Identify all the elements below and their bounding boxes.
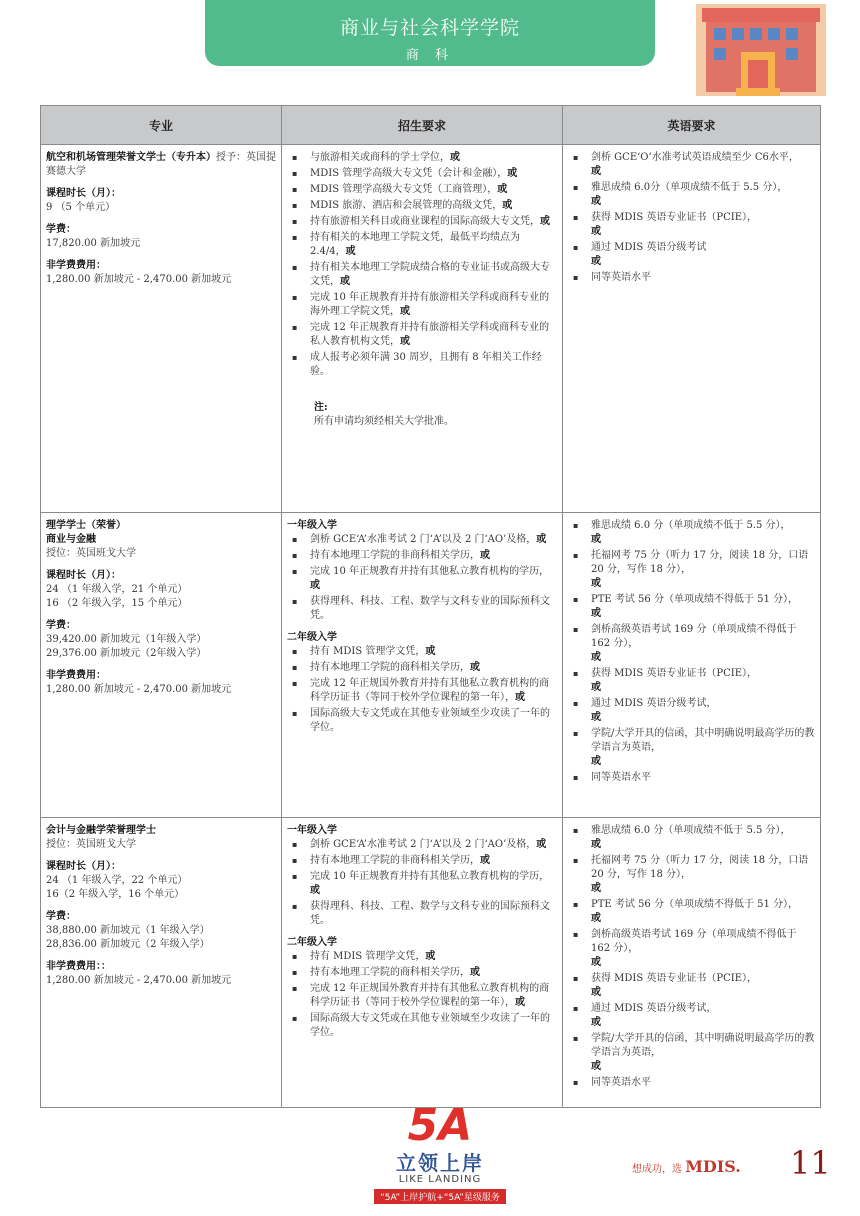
list-item: ▪ 持有本地理工学院的商科相关学历，或 (310, 661, 557, 675)
like-landing-logo (360, 1100, 520, 1216)
program-awarder: 授予：英国提赛德大学 (46, 152, 276, 177)
logo-tagline: “5A”上岸护航+“5A”星级服务 (374, 1189, 506, 1204)
list-item: ▪ 剑桥高级英语考试 169 分（单项成绩不得低于 162 分）， 或 (591, 928, 815, 970)
list-item: ▪ 同等英语水平 (591, 771, 815, 785)
list-item: ▪ 通过 MDIS 英语分级考试， 或 (591, 697, 815, 725)
year2-list (287, 645, 557, 735)
list-item: ▪ 剑桥高级英语考试 169 分（单项成绩不得低于 162 分）， 或 (591, 623, 815, 665)
list-item: ▪ 同等英语水平 (591, 1076, 815, 1090)
list-item: ▪ 完成 12 年正规国外教育并持有其他私立教育机构的商科学历证书（等同于校外学位课程的第一年），或 (310, 982, 557, 1010)
program-title: 会计与金融学荣誉理学士 (46, 825, 156, 836)
list-item: ▪ 成人报考必须年满 30 周岁，且拥有 8 年相关工作经验。 (310, 351, 557, 379)
list-item: ▪ MDIS 管理学高级大专文凭（工商管理），或 (310, 183, 557, 197)
english-list (568, 519, 815, 785)
table-header-row (41, 106, 821, 145)
page-subtitle: 商 科 (405, 48, 455, 63)
list-item: ▪ 托福网考 75 分（听力 17 分，阅读 18 分，口语 20 分，写作 18 分）， 或 (591, 854, 815, 896)
list-item: ▪ 完成 10 年正规教育并持有其他私立教育机构的学历，或 (310, 565, 557, 593)
list-item: ▪ 持有旅游相关科目或商业课程的国际高级大专文凭，或 (310, 215, 557, 229)
list-item: ▪ 持有本地理工学院的商科相关学历，或 (310, 966, 557, 980)
year2-list (287, 950, 557, 1040)
list-item: ▪ 持有本地理工学院的非商科相关学历，或 (310, 549, 557, 563)
nonfee-label: 非学费费用： (46, 670, 106, 681)
list-item: ▪ 与旅游相关或商科的学士学位，或 (310, 151, 557, 165)
nonfee-value: 1,280.00 新加坡元 - 2,470.00 新加坡元 (46, 975, 232, 986)
list-item: ▪ 完成 12 年正规教育并持有旅游相关学科或商科专业的私人教育机构文凭，或 (310, 321, 557, 349)
list-item: ▪ 托福网考 75 分（听力 17 分，阅读 18 分，口语 20 分，写作 18 分）， 或 (591, 549, 815, 591)
list-item: ▪ 持有相关本地理工学院成绩合格的专业证书或高级大专文凭，或 (310, 261, 557, 289)
note-label: 注: (314, 402, 328, 413)
list-item: ▪ 通过 MDIS 英语分级考试， 或 (591, 1002, 815, 1030)
program-awarder: 授位：英国班戈大学 (46, 548, 136, 559)
year1-list (287, 533, 557, 623)
list-item: ▪ 获得理科、科技、工程、数学与文科专业的国际预科文凭。 (310, 595, 557, 623)
slogan-text: 想成功，选 (632, 1164, 682, 1175)
page-title: 商业与社会科学学院 (339, 17, 520, 39)
table-row (41, 145, 821, 513)
list-item: ▪ 持有 MDIS 管理学文凭，或 (310, 645, 557, 659)
program-title: 航空和机场管理荣誉文学士（专升本） (46, 152, 216, 163)
program-cell (41, 145, 282, 513)
fee-label: 学费： (46, 224, 76, 235)
nonfee-value: 1,280.00 新加坡元 - 2,470.00 新加坡元 (46, 684, 232, 695)
fee-label: 学费： (46, 620, 76, 631)
english-list (568, 151, 815, 285)
list-item: ▪ 获得理科、科技、工程、数学与文科专业的国际预科文凭。 (310, 900, 557, 928)
english-cell (563, 145, 821, 513)
list-item: ▪ 获得 MDIS 英语专业证书（PCIE）， 或 (591, 667, 815, 695)
note-text: 所有申请均须经相关大学批准。 (314, 416, 454, 427)
list-item: ▪ 获得 MDIS 英语专业证书（PCIE）， 或 (591, 972, 815, 1000)
nonfee-value: 1,280.00 新加坡元 - 2,470.00 新加坡元 (46, 274, 232, 285)
duration-value: 9 （5 个单元） (46, 202, 116, 213)
year2-heading: 二年级入学 (287, 632, 337, 643)
column-header-admission: 招生要求 (282, 106, 563, 145)
list-item: ▪ 剑桥 GCE‘O’水准考试英语成绩至少 C6水平， 或 (591, 151, 815, 179)
list-item: ▪ 学院/大学开具的信函，其中明确说明最高学历的教学语言为英语， 或 (591, 727, 815, 769)
list-item: ▪ 持有相关的本地理工学院文凭，最低平均绩点为 2.4/4，或 (310, 231, 557, 259)
list-item: ▪ PTE 考试 56 分（单项成绩不得低于 51 分）， 或 (591, 898, 815, 926)
fee-value: 39,420.00 新加坡元（1年级入学） 29,376.00 新加坡元（2年级入学） (46, 634, 207, 659)
list-item: ▪ 剑桥 GCE‘A’水准考试 2 门‘A’以及 2 门‘AO’及格，或 (310, 838, 557, 852)
list-item: ▪ 持有本地理工学院的非商科相关学历，或 (310, 854, 557, 868)
column-header-program: 专业 (41, 106, 282, 145)
slogan (632, 1157, 741, 1176)
list-item: ▪ PTE 考试 56 分（单项成绩不得低于 51 分）， 或 (591, 593, 815, 621)
english-cell (563, 818, 821, 1108)
program-awarder: 授位：英国班戈大学 (46, 839, 136, 850)
list-item: ▪ 剑桥 GCE‘A’水准考试 2 门‘A’以及 2 门‘AO’及格，或 (310, 533, 557, 547)
list-item: ▪ 完成 10 年正规教育并持有旅游相关学科或商科专业的海外理工学院文凭，或 (310, 291, 557, 319)
english-cell (563, 513, 821, 818)
list-item: ▪ 完成 10 年正规教育并持有其他私立教育机构的学历，或 (310, 870, 557, 898)
duration-value: 24 （1 年级入学，22 个单元） 16（2 年级入学，16 个单元） (46, 875, 188, 900)
logo-mark: 5A (407, 1100, 473, 1151)
page-header-tab (205, 0, 655, 66)
admission-cell (282, 513, 563, 818)
duration-value: 24 （1 年级入学，21 个单元） 16 （2 年级入学，15 个单元） (46, 584, 188, 609)
english-list (568, 824, 815, 1090)
list-item: ▪ 雅思成绩 6.0 分（单项成绩不低于 5.5 分）， 或 (591, 519, 815, 547)
duration-label: 课程时长（月）： (46, 861, 121, 872)
admission-list (287, 151, 557, 379)
table-row (41, 818, 821, 1108)
duration-label: 课程时长（月）： (46, 188, 121, 199)
list-item: ▪ 雅思成绩 6.0分（单项成绩不低于 5.5 分）， 或 (591, 181, 815, 209)
year1-heading: 一年级入学 (287, 520, 337, 531)
fee-value: 17,820.00 新加坡元 (46, 238, 141, 249)
list-item: ▪ 雅思成绩 6.0 分（单项成绩不低于 5.5 分）， 或 (591, 824, 815, 852)
nonfee-label: 非学费费用：： (46, 961, 111, 972)
school-building-icon (696, 4, 826, 96)
list-item: ▪ 获得 MDIS 英语专业证书（PCIE）， 或 (591, 211, 815, 239)
page-number: 11 (790, 1144, 831, 1182)
list-item: ▪ 通过 MDIS 英语分级考试 或 (591, 241, 815, 269)
nonfee-label: 非学费费用： (46, 260, 106, 271)
list-item: ▪ 学院/大学开具的信函，其中明确说明最高学历的教学语言为英语， 或 (591, 1032, 815, 1074)
logo-cn-text: 立领上岸 (396, 1151, 484, 1175)
admission-cell (282, 818, 563, 1108)
admission-cell (282, 145, 563, 513)
list-item: ▪ 国际高级大专文凭或在其他专业领域至少攻读了一年的学位。 (310, 1012, 557, 1040)
year1-list (287, 838, 557, 928)
program-cell (41, 513, 282, 818)
list-item: ▪ 持有 MDIS 管理学文凭，或 (310, 950, 557, 964)
program-cell (41, 818, 282, 1108)
admission-note (287, 401, 557, 429)
list-item: ▪ MDIS 旅游、酒店和会展管理的高级文凭，或 (310, 199, 557, 213)
fee-value: 38,880.00 新加坡元（1 年级入学） 28,836.00 新加坡元（2 年级入学） (46, 925, 210, 950)
program-title: 理学学士（荣誉） 商业与金融 (46, 520, 126, 545)
slogan-brand: MDIS. (685, 1157, 741, 1176)
list-item: ▪ 完成 12 年正规国外教育并持有其他私立教育机构的商科学历证书（等同于校外学位课程的第一年），或 (310, 677, 557, 705)
fee-label: 学费： (46, 911, 76, 922)
table-row (41, 513, 821, 818)
year2-heading: 二年级入学 (287, 937, 337, 948)
list-item: ▪ MDIS 管理学高级大专文凭（会计和金融），或 (310, 167, 557, 181)
column-header-english: 英语要求 (563, 106, 821, 145)
duration-label: 课程时长（月）： (46, 570, 121, 581)
requirements-table (40, 105, 821, 1108)
list-item: ▪ 同等英语水平 (591, 271, 815, 285)
year1-heading: 一年级入学 (287, 825, 337, 836)
logo-en-text: LIKE LANDING (398, 1174, 482, 1185)
list-item: ▪ 国际高级大专文凭或在其他专业领域至少攻读了一年的学位。 (310, 707, 557, 735)
